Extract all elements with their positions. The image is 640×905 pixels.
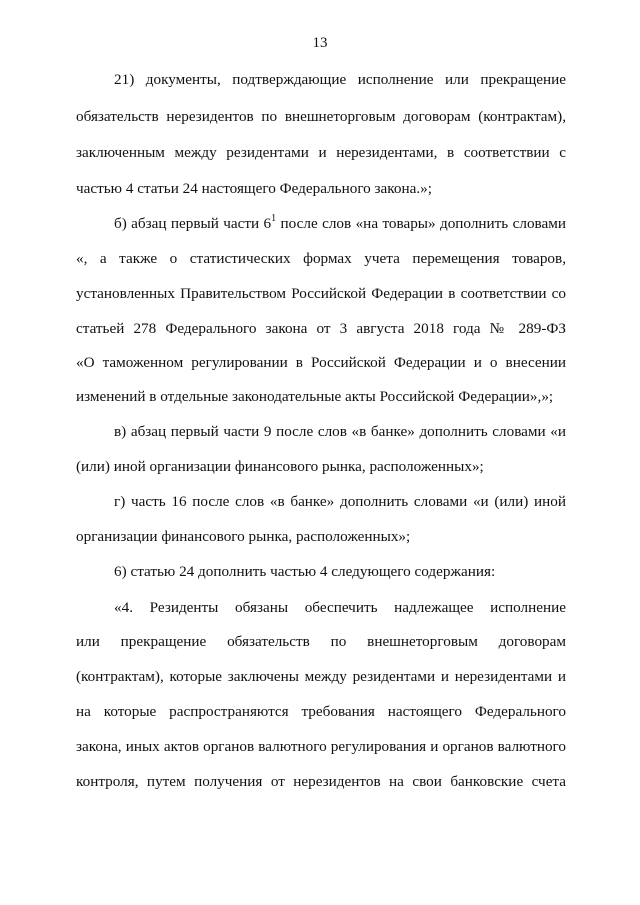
- page-number: 13: [312, 35, 328, 51]
- text-line-4: частью 4 статьи 24 настоящего Федерального закона.»;: [76, 180, 432, 197]
- text-line-12: (или) иной организации финансового рынка, расположенных»;: [76, 458, 484, 475]
- text-line-11: в) абзац первый части 9 после слов «в банке» дополнить словами «и: [114, 423, 566, 440]
- text-line-5-part-b: после слов «на товары» дополнить словами: [276, 215, 566, 232]
- text-line-2: обязательств нерезидентов по внешнеторговым договорам (контрактам),: [76, 108, 566, 125]
- superscript: 1: [271, 212, 277, 224]
- text-line-20: закона, иных актов органов валютного регулирования и органов валютного: [76, 738, 566, 755]
- text-line-13: г) часть 16 после слов «в банке» дополнить словами «и (или) иной: [114, 493, 566, 510]
- text-line-1: 21) документы, подтверждающие исполнение или прекращение: [114, 71, 566, 88]
- text-line-3: заключенным между резидентами и нерезидентами, в соответствии с: [76, 144, 566, 161]
- text-line-18: (контрактам), которые заключены между резидентами и нерезидентами и: [76, 668, 566, 685]
- text-line-19: на которые распространяются требования настоящего Федерального: [76, 703, 566, 720]
- text-line-17: или прекращение обязательств по внешнеторговым договорам: [76, 633, 566, 650]
- text-line-21: контроля, путем получения от нерезидентов на свои банковские счета: [76, 773, 566, 790]
- text-line-10: изменений в отдельные законодательные акты Российской Федерации»,»;: [76, 388, 554, 405]
- text-line-16: «4. Резиденты обязаны обеспечить надлежащее исполнение: [114, 599, 566, 616]
- text-line-6: «, а также о статистических формах учета перемещения товаров,: [76, 250, 566, 267]
- text-line-9: «О таможенном регулировании в Российской Федерации и о внесении: [76, 354, 566, 371]
- text-line-7: установленных Правительством Российской Федерации в соответствии со: [76, 285, 566, 302]
- text-line-5-part-a: б) абзац первый части 6: [114, 215, 272, 232]
- text-line-14: организации финансового рынка, расположенных»;: [76, 528, 411, 545]
- text-line-5: [114, 214, 566, 234]
- text-line-15: 6) статью 24 дополнить частью 4 следующего содержания:: [114, 563, 496, 580]
- text-line-8: статьей 278 Федерального закона от 3 августа 2018 года № 289-ФЗ: [76, 320, 566, 337]
